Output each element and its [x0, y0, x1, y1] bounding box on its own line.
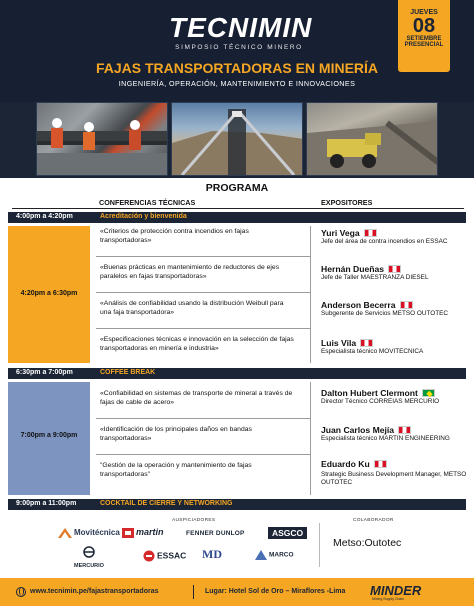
sponsor-name: MD [202, 547, 222, 561]
event-title: FAJAS TRANSPORTADORAS EN MINERÍA [95, 60, 379, 76]
speaker [321, 228, 469, 246]
speaker-name-row [321, 388, 469, 398]
schedule-bar-time: 6:30pm a 7:00pm [16, 369, 73, 376]
sponsors-label: AUSPICIADORES [172, 518, 216, 523]
talk-title: «Identificación de los principales daños en bandas transportadoras» [100, 426, 252, 442]
photo-haul-truck-art [307, 103, 438, 176]
sponsor-md-logo [202, 547, 222, 562]
sponsors-divider [319, 523, 320, 567]
speaker-role: Especialista técnico MARTIN ENGINEERING [321, 435, 450, 442]
sponsor-marco-logo [255, 550, 294, 560]
brazil-flag-icon [422, 389, 435, 397]
column-divider [310, 226, 311, 363]
speaker [321, 388, 469, 406]
sponsor-fenner-dunlop-logo [186, 530, 245, 537]
speaker-name: Luis Vila [321, 338, 357, 348]
time-block-afternoon [8, 226, 90, 363]
footer [0, 578, 474, 606]
column-header-speakers: EXPOSITORES [321, 198, 373, 207]
speaker-name-row [321, 228, 469, 238]
logo-text-part2: MIN [258, 12, 313, 43]
photo-mine-conveyor [171, 102, 303, 176]
program-heading: PROGRAMA [205, 182, 269, 194]
talk-title: «Buenas prácticas en mantenimiento de reductores de ejes paralelos en fajas transportadoras» [100, 264, 280, 280]
column-divider [310, 382, 311, 495]
talk-title: «Confiabilidad en sistemas de transporte de mineral a través de fajas de cable de acero» [100, 390, 293, 406]
sponsor-name: MARCO [269, 551, 294, 559]
speaker-name-row [321, 338, 469, 348]
sponsor-name: ESSAC [157, 550, 187, 561]
speaker-role: Director Técnico CORREIAS MERCURIO [321, 398, 440, 405]
photo-mine-conveyor-art [172, 103, 303, 176]
partner-name: Metso:Outotec [333, 537, 402, 549]
footer-url-link[interactable]: www.tecnimin.pe/fajastransportadoras [30, 588, 159, 595]
header [0, 0, 474, 178]
row-separator [96, 256, 310, 257]
peru-flag-icon [388, 265, 401, 273]
globe-icon [16, 587, 26, 597]
row-separator [96, 454, 310, 455]
footer-divider [193, 585, 194, 599]
photo-conveyor-workers-art [37, 103, 168, 176]
sponsor-name: ASGCO [272, 528, 304, 538]
speaker [321, 459, 469, 487]
speaker-name-row [321, 300, 469, 310]
speaker-role: Jefe de Taller MAESTRANZA DIESEL [321, 274, 429, 281]
talk-title: «Análisis de confiabilidad usando la distribución Weibull para una faja transportadora» [100, 300, 284, 316]
header-rule [12, 208, 464, 209]
speaker-name: Dalton Hubert Clermont [321, 388, 418, 398]
sponsor-name: MERCURIO [74, 563, 104, 569]
speaker-role: Strategic Business Development Manager, METSO OUTOTEC [321, 471, 467, 487]
talk-title: «Criterios de protección contra incendios en fajas transportadoras» [100, 228, 249, 244]
column-header-talks: CONFERENCIAS TÉCNICAS [99, 198, 196, 207]
schedule-bar-label: COCKTAIL DE CIERRE Y NETWORKING [100, 500, 233, 507]
date-day-name: JUEVES [410, 9, 438, 16]
sponsor-movitecnica-logo [58, 528, 120, 538]
minder-logo-tagline: Mining Supply Chain [372, 597, 405, 601]
speaker-role: Subgerente de Servicios METSO OUTOTEC [321, 310, 449, 317]
speaker-name: Yuri Vega [321, 228, 360, 238]
peru-flag-icon [364, 229, 377, 237]
date-mode: PRESENCIAL [404, 42, 444, 48]
date-month: SETIEMBRE [406, 36, 442, 42]
photo-haul-truck [306, 102, 438, 176]
speaker-role: Especialista técnico MOVITECNICA [321, 348, 424, 355]
speaker-role: Jefe del área de contra incendios en ESSAC [321, 238, 448, 245]
row-separator [96, 418, 310, 419]
speaker [321, 338, 469, 356]
peru-flag-icon [398, 426, 411, 434]
sponsor-name: Movitécnica [74, 528, 120, 538]
peru-flag-icon [360, 339, 373, 347]
speaker-name: Juan Carlos Mejía [321, 425, 395, 435]
speaker-name-row [321, 425, 469, 435]
peru-flag-icon [400, 301, 413, 309]
photo-conveyor-workers [36, 102, 168, 176]
sponsor-mercurio-logo [70, 545, 108, 569]
speaker-name: Eduardo Ku [321, 459, 370, 469]
row-separator [96, 328, 310, 329]
speaker-name: Anderson Becerra [321, 300, 396, 310]
talk-title: «Especificaciones técnicas e innovación en la selección de fajas transportadoras en minería e industria» [100, 336, 294, 352]
sponsor-name: FENNER DUNLOP [186, 530, 245, 537]
schedule-bar-coffee-break [8, 368, 466, 379]
speaker-name-row [321, 264, 469, 274]
sponsor-name: martin [136, 527, 164, 537]
mercurio-icon [81, 546, 97, 558]
schedule-bar-cocktail [8, 499, 466, 510]
time-block-label: 7:00pm a 9:00pm [20, 432, 78, 439]
speaker [321, 264, 469, 282]
sponsor-asgco-logo [268, 527, 307, 539]
essac-icon [143, 550, 155, 562]
logo-subtitle: SIMPOSIO TÉCNICO MINERO [175, 44, 303, 51]
event-subtitle: INGENIERÍA, OPERACIÓN, MANTENIMIENTO E INNOVACIONES [118, 79, 356, 88]
talk-title: "Gestión de la operación y mantenimiento de fajas transportadoras" [100, 462, 252, 478]
tecnimin-logo [169, 12, 313, 51]
speaker-name-row [321, 459, 469, 469]
movitecnica-icon [58, 528, 72, 538]
date-day: 08 [412, 15, 436, 37]
row-separator [96, 292, 310, 293]
partner-metso-outotec-logo [333, 537, 401, 549]
speaker [321, 300, 469, 318]
sponsor-essac-logo [143, 550, 186, 562]
marco-icon [255, 550, 267, 560]
sponsor-martin-logo [122, 527, 164, 538]
schedule-bar-time: 4:00pm a 4:20pm [16, 213, 73, 220]
schedule-bar-label: Acreditación y bienvenida [100, 213, 187, 220]
logo-wordmark [169, 12, 313, 44]
minder-logo: MINDER [370, 583, 422, 598]
time-block-evening [8, 382, 90, 495]
speaker-name: Hernán Dueñas [321, 264, 385, 274]
footer-location: Lugar: Hotel Sol de Oro – Miraflores -Lima [205, 588, 346, 595]
peru-flag-icon [374, 460, 387, 468]
partner-label: COLABORADOR [353, 518, 394, 523]
speaker [321, 425, 469, 443]
schedule-bar-welcome [8, 212, 466, 223]
logo-text-part1: TECNI [169, 12, 258, 43]
time-block-label: 4:20pm a 6:30pm [20, 290, 78, 297]
schedule-bar-label: COFFEE BREAK [100, 369, 156, 376]
schedule-bar-time: 9:00pm a 11:00pm [16, 500, 77, 507]
martin-icon [122, 528, 134, 538]
